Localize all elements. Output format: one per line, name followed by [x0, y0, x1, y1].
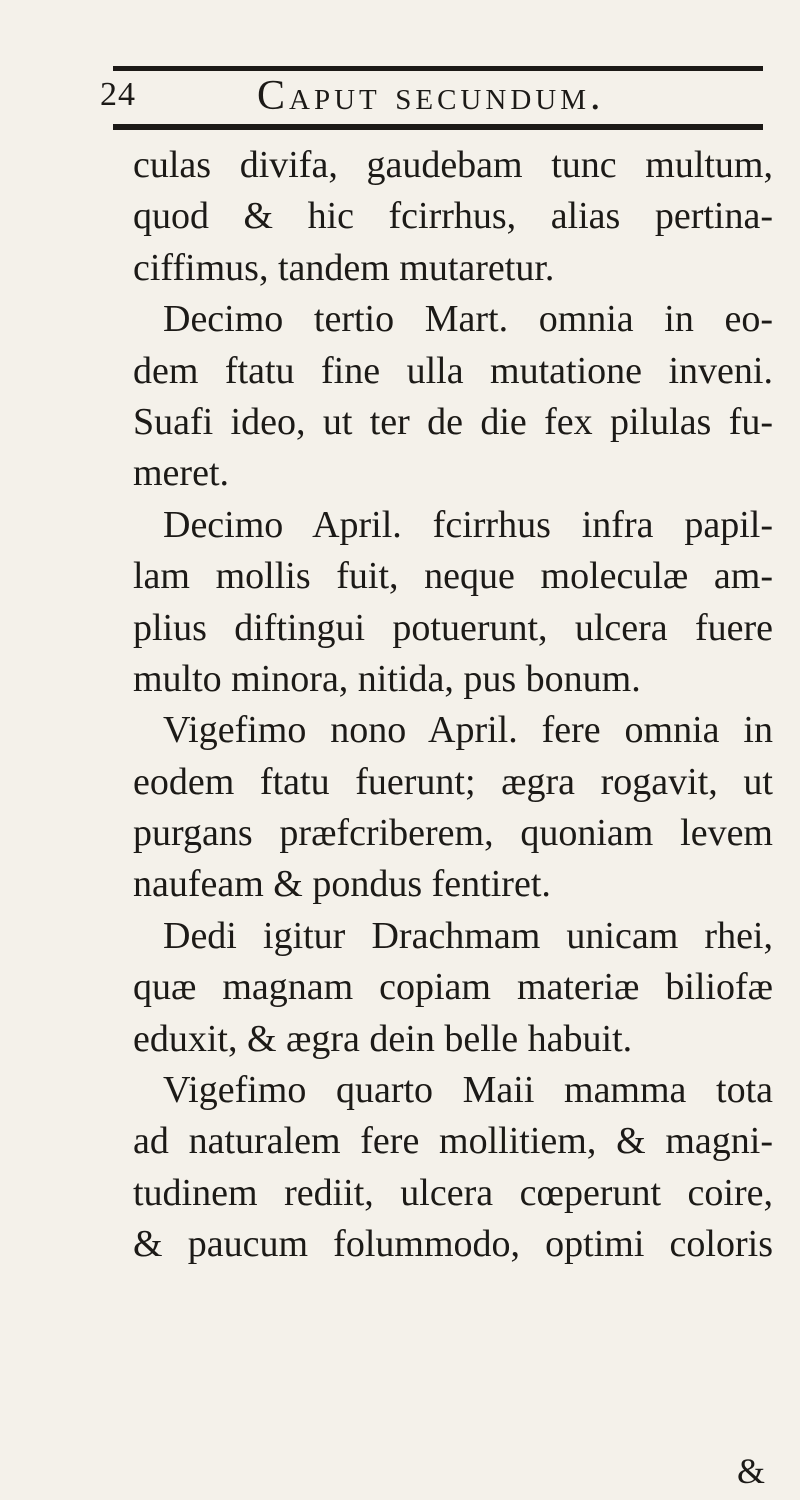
page-header — [100, 70, 760, 122]
text-line: plius diftingui potuerunt, ulcera fuere — [133, 606, 773, 649]
text-line: tudinem rediit, ulcera cœperunt coire, — [133, 1171, 773, 1214]
running-head: Caput secundum. — [257, 73, 605, 119]
text-line: eodem ftatu fuerunt; ægra rogavit, ut — [133, 760, 773, 803]
text-line: Decimo tertio Mart. omnia in eo- — [163, 298, 773, 341]
catchword: & — [737, 1451, 766, 1491]
text-line: ciffimus, tandem mutaretur. — [133, 246, 555, 289]
text-line: multo minora, nitida, pus bonum. — [133, 657, 641, 700]
text-line: Vigefimo nono April. fere omnia in — [163, 709, 773, 752]
text-line: & paucum folummodo, optimi coloris — [133, 1223, 773, 1266]
text-line: ad naturalem fere mollitiem, & magni- — [133, 1120, 773, 1163]
text-line: Suafi ideo, ut ter de die fex pilulas fu- — [133, 400, 773, 443]
text-line: Vigefimo quarto Maii mamma tota — [163, 1069, 773, 1112]
text-line: eduxit, & ægra dein belle habuit. — [133, 1017, 633, 1060]
text-line: culas divifa, gaudebam tunc multum, — [133, 144, 773, 186]
body-text — [133, 140, 773, 1271]
header-rule-bottom — [113, 124, 763, 130]
text-line: quæ magnam copiam materiæ biliofæ — [133, 966, 773, 1009]
text-line: purgans præfcriberem, quoniam levem — [133, 812, 773, 855]
text-line: Dedi igitur Drachmam unicam rhei, — [163, 914, 773, 957]
text-line: Decimo April. fcirrhus infra papil- — [163, 503, 773, 546]
text-line: dem ftatu fine ulla mutatione inveni. — [133, 349, 773, 392]
text-line: meret. — [133, 452, 230, 495]
text-line: quod & hic fcirrhus, alias pertina- — [133, 195, 773, 238]
page-number: 24 — [100, 76, 136, 113]
text-line: naufeam & pondus fentiret. — [133, 863, 551, 906]
text-line: lam mollis fuit, neque moleculæ am- — [133, 555, 773, 598]
